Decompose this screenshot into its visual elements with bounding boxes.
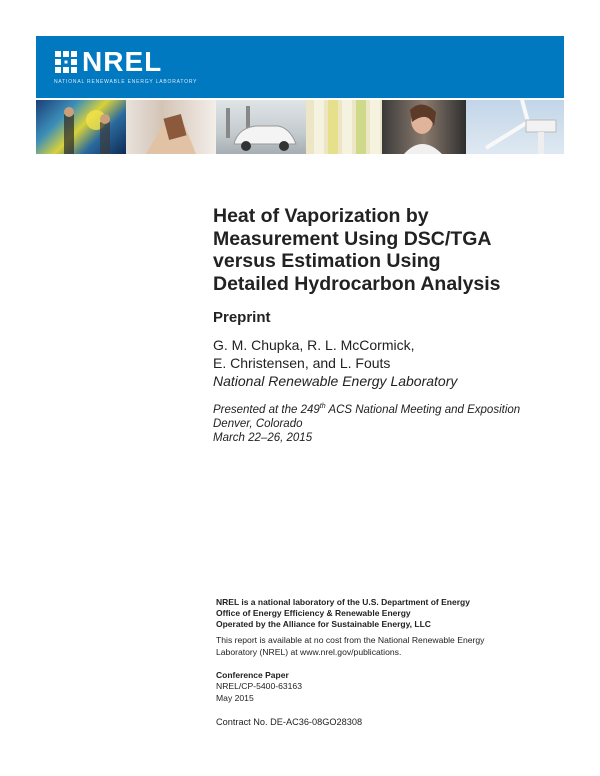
title-line: Heat of Vaporization by [213,205,429,227]
presentation-venue: Presented at the 249th ACS National Meeting and Exposition [213,403,521,416]
photo-electric-car [216,100,306,154]
photo-researcher [382,100,466,154]
author-line: E. Christensen, and L. Fouts [213,355,391,371]
photo-wind-turbine [466,100,564,154]
nrel-logo-subtext: NATIONAL RENEWABLE ENERGY LABORATORY [54,79,198,85]
photo-strip [36,100,564,154]
presentation-location: Denver, Colorado [213,417,303,430]
nrel-logo-text: NREL [82,46,163,77]
contract-number: Contract No. DE-AC36-08GO28308 [216,717,363,727]
photo-visualization [36,100,126,154]
preprint-label: Preprint [213,309,271,326]
author-list [213,336,573,372]
lab-statement-line: Operated by the Alliance for Sustainable Energy, LLC [216,619,431,629]
photo-test-tubes [306,100,382,154]
author-line: G. M. Chupka, R. L. McCormick, [213,337,415,353]
presentation-dates: March 22–26, 2015 [213,431,313,444]
nrel-logo [54,48,162,76]
photo-lab-sample [126,100,216,154]
nrel-logo-mark-icon [54,50,78,74]
report-info [216,597,556,728]
presentation-info [213,400,573,445]
report-number: NREL/CP-5400-63163 [216,681,302,691]
report-date: May 2015 [216,692,254,703]
paper-title [213,205,573,295]
title-block [213,205,573,445]
title-line: Measurement Using DSC/TGA [213,227,492,250]
nrel-banner [36,36,564,98]
lab-statement-line: Office of Energy Efficiency & Renewable Energy [216,608,411,618]
conference-paper-label: Conference Paper [216,670,289,680]
lab-statement-line: NREL is a national laboratory of the U.S. Department of Energy [216,597,470,607]
availability-note: This report is available at no cost from the National Renewable Energy Laboratory (NREL) at www.nrel.gov/publications. [216,635,485,657]
author-organization: National Renewable Energy Laboratory [213,373,458,389]
title-line: Detailed Hydrocarbon Analysis [213,272,501,295]
title-line: versus Estimation Using [213,250,441,272]
